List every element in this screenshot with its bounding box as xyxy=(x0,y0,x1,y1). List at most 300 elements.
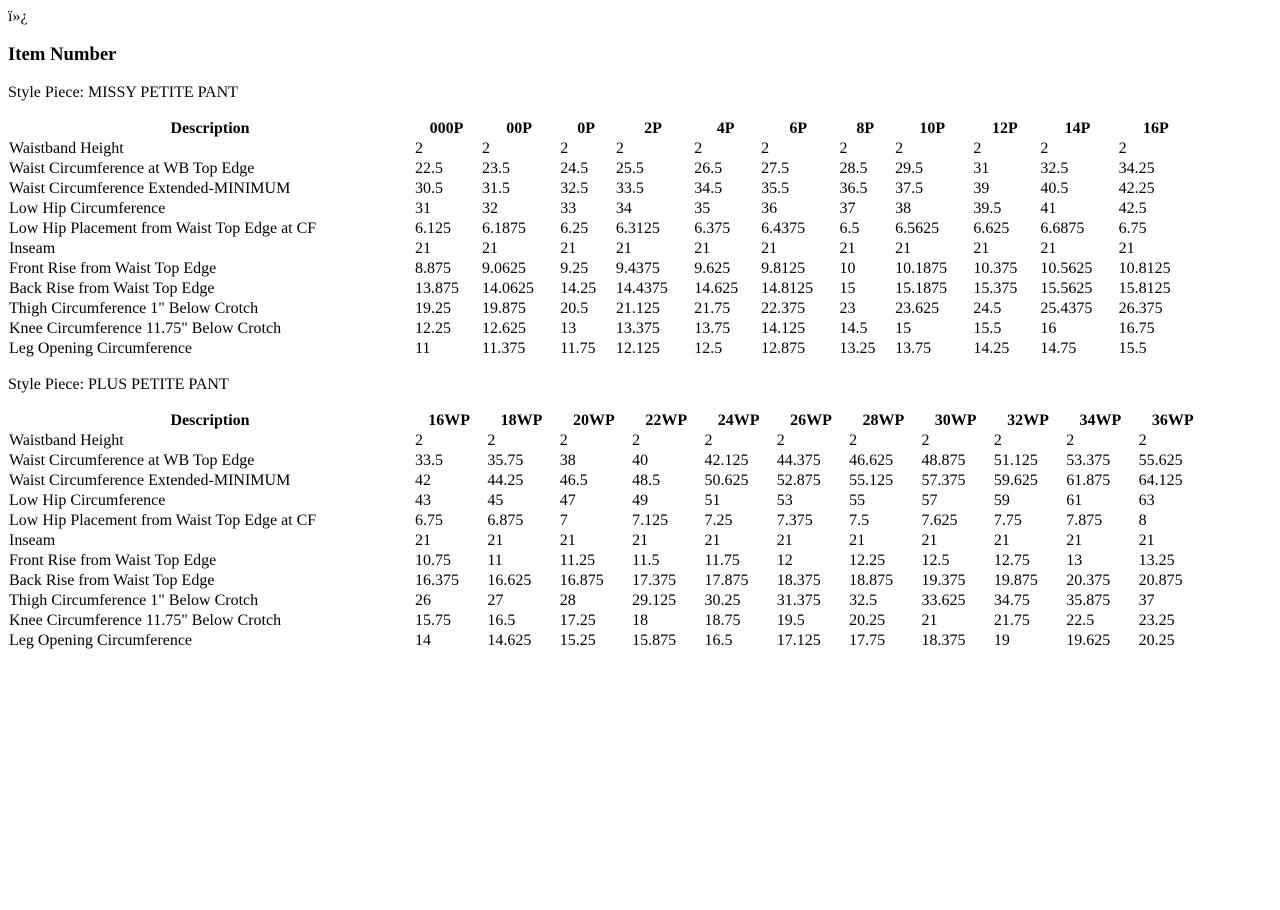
measurement-cell: 43 xyxy=(415,492,431,509)
measurement-cell: 24.5 xyxy=(560,160,589,177)
measurement-cell: 19 xyxy=(993,632,1010,649)
measurement-cell: 13 xyxy=(1066,552,1083,569)
measurement-cell: 42.5 xyxy=(1118,200,1147,217)
row-label: Low Hip Placement from Waist Top Edge at CF xyxy=(9,512,317,529)
measurement-cell: 18.375 xyxy=(776,572,821,589)
measurement-cell: 15.5625 xyxy=(1040,280,1093,297)
measurement-cell: 21 xyxy=(849,532,866,549)
measurement-cell: 12.25 xyxy=(849,552,886,569)
measurement-cell: 42 xyxy=(415,472,431,489)
measurement-cell: 45 xyxy=(487,492,504,509)
measurement-cell: 31 xyxy=(415,200,431,217)
measurement-cell: 2 xyxy=(615,140,624,157)
measurement-cell: 40 xyxy=(632,452,649,469)
measurement-cell: 12.5 xyxy=(921,552,950,569)
measurement-cell: 11 xyxy=(487,552,503,569)
measurement-cell: 34.25 xyxy=(1118,160,1155,177)
measurement-cell: 44.375 xyxy=(776,452,821,469)
measurement-cell: 55.125 xyxy=(849,472,894,489)
table-row xyxy=(8,180,1194,198)
measurement-cell: 23.625 xyxy=(895,300,940,317)
measurement-cell: 22.5 xyxy=(1066,612,1095,629)
measurement-cell: 7.875 xyxy=(1066,512,1103,529)
measurement-cell: 41 xyxy=(1040,200,1057,217)
measurement-cell: 14.0625 xyxy=(481,280,534,297)
measurement-cell: 12.125 xyxy=(615,340,660,357)
measurement-cell: 2 xyxy=(849,432,858,449)
measurement-cell: 6.75 xyxy=(415,512,443,529)
measurement-cell: 19.25 xyxy=(415,300,451,317)
measurement-cell: 13 xyxy=(560,320,577,337)
column-header-description: Description xyxy=(170,412,250,429)
column-header-size: 34WP xyxy=(1079,412,1122,429)
row-label: Waist Circumference at WB Top Edge xyxy=(9,160,255,177)
measurement-cell: 20.375 xyxy=(1066,572,1111,589)
column-header-size: 30WP xyxy=(934,412,977,429)
measurement-cell: 46.5 xyxy=(559,472,588,489)
table-row xyxy=(8,340,1194,358)
measurement-cell: 26 xyxy=(415,592,431,609)
measurement-cell: 2 xyxy=(1040,140,1049,157)
measurement-cell: 14.75 xyxy=(1040,340,1077,357)
measurement-cell: 21 xyxy=(1040,240,1057,257)
measurement-cell: 2 xyxy=(973,140,982,157)
measurement-cell: 28.5 xyxy=(839,160,868,177)
measurement-cell: 63 xyxy=(1138,492,1155,509)
measurement-cell: 2 xyxy=(921,432,930,449)
table-row xyxy=(8,452,1208,470)
measurement-cell: 33.5 xyxy=(415,452,443,469)
column-header-size: 12P xyxy=(992,120,1018,137)
measurement-cell: 23.25 xyxy=(1138,612,1175,629)
header-row xyxy=(8,120,1194,138)
measurement-cell: 21 xyxy=(559,532,576,549)
measurement-cell: 52.875 xyxy=(776,472,821,489)
measurement-cell: 61 xyxy=(1066,492,1083,509)
column-header-size: 8P xyxy=(856,120,875,137)
table-row xyxy=(8,432,1208,450)
measurement-cell: 14.8125 xyxy=(761,280,814,297)
measurement-cell: 10.5625 xyxy=(1040,260,1093,277)
measurement-cell: 55 xyxy=(849,492,866,509)
measurement-cell: 7.375 xyxy=(776,512,813,529)
measurement-cell: 16.375 xyxy=(415,572,459,589)
measurement-cell: 2 xyxy=(761,140,770,157)
row-label: Low Hip Circumference xyxy=(9,200,166,217)
measurement-cell: 21 xyxy=(761,240,778,257)
row-label: Front Rise from Waist Top Edge xyxy=(9,552,217,569)
measurement-cell: 21 xyxy=(1138,532,1155,549)
measurement-cell: 19.5 xyxy=(776,612,805,629)
measurement-cell: 7.625 xyxy=(921,512,958,529)
measurement-cell: 14 xyxy=(415,632,431,649)
measurement-cell: 21.75 xyxy=(694,300,731,317)
row-label: Inseam xyxy=(9,532,56,549)
measurement-cell: 12.625 xyxy=(481,320,526,337)
measurement-cell: 2 xyxy=(694,140,703,157)
measurement-cell: 23.5 xyxy=(481,160,510,177)
measurement-cell: 21 xyxy=(776,532,793,549)
measurement-cell: 21 xyxy=(415,240,431,257)
measurement-cell: 26.5 xyxy=(694,160,723,177)
row-label: Inseam xyxy=(9,240,56,257)
measurement-cell: 10.8125 xyxy=(1118,260,1171,277)
measurement-cell: 15.75 xyxy=(415,612,451,629)
measurement-cell: 20.5 xyxy=(560,300,589,317)
measurement-cell: 15.25 xyxy=(559,632,596,649)
measurement-cell: 14.5 xyxy=(839,320,868,337)
measurement-cell: 20.25 xyxy=(849,612,886,629)
measurement-cell: 21 xyxy=(694,240,711,257)
measurement-cell: 17.125 xyxy=(776,632,821,649)
style-piece-missy: Style Piece: MISSY PETITE PANT xyxy=(8,84,238,101)
row-label: Waistband Height xyxy=(9,140,124,157)
table-row xyxy=(8,220,1194,238)
measurement-cell: 17.25 xyxy=(559,612,596,629)
measurement-cell: 42.125 xyxy=(704,452,749,469)
measurement-cell: 21.75 xyxy=(993,612,1030,629)
measurement-cell: 2 xyxy=(1138,432,1147,449)
measurement-cell: 20.875 xyxy=(1138,572,1183,589)
measurement-cell: 16 xyxy=(1040,320,1057,337)
measurement-cell: 18.75 xyxy=(704,612,741,629)
measurement-cell: 39.5 xyxy=(973,200,1002,217)
plus-size-table xyxy=(6,410,1210,652)
row-label: Leg Opening Circumference xyxy=(9,340,193,357)
row-label: Thigh Circumference 1" Below Crotch xyxy=(9,300,259,317)
measurement-cell: 21 xyxy=(481,240,498,257)
measurement-cell: 36 xyxy=(761,200,778,217)
measurement-cell: 21 xyxy=(560,240,577,257)
measurement-cell: 10.1875 xyxy=(895,260,948,277)
table-row xyxy=(8,240,1194,258)
measurement-cell: 21 xyxy=(1066,532,1083,549)
column-header-size: 000P xyxy=(429,120,464,137)
measurement-cell: 40.5 xyxy=(1040,180,1069,197)
measurement-cell: 17.375 xyxy=(632,572,677,589)
measurement-cell: 50.625 xyxy=(704,472,749,489)
measurement-cell: 18.375 xyxy=(921,632,966,649)
row-label: Leg Opening Circumference xyxy=(9,632,193,649)
table-row xyxy=(8,300,1194,318)
measurement-cell: 6.3125 xyxy=(615,220,660,237)
measurement-cell: 16.625 xyxy=(487,572,532,589)
measurement-cell: 10.75 xyxy=(415,552,451,569)
measurement-cell: 6.1875 xyxy=(481,220,526,237)
measurement-cell: 22.5 xyxy=(415,160,443,177)
measurement-cell: 2 xyxy=(415,432,423,449)
measurement-cell: 9.25 xyxy=(560,260,589,277)
row-label: Low Hip Placement from Waist Top Edge at CF xyxy=(9,220,317,237)
column-header-size: 22WP xyxy=(645,412,688,429)
column-header-size: 16P xyxy=(1142,120,1169,137)
measurement-cell: 18 xyxy=(632,612,649,629)
column-header-size: 28WP xyxy=(862,412,905,429)
measurement-cell: 15.5 xyxy=(1118,340,1147,357)
table-row xyxy=(8,612,1208,630)
measurement-cell: 20.25 xyxy=(1138,632,1175,649)
measurement-cell: 2 xyxy=(993,432,1002,449)
measurement-cell: 15 xyxy=(839,280,856,297)
table-row xyxy=(8,260,1194,278)
measurement-cell: 14.25 xyxy=(560,280,597,297)
measurement-cell: 51.125 xyxy=(993,452,1038,469)
table-row xyxy=(8,200,1194,218)
measurement-cell: 2 xyxy=(481,140,490,157)
measurement-cell: 9.4375 xyxy=(615,260,660,277)
measurement-cell: 8 xyxy=(1138,512,1147,529)
measurement-cell: 9.8125 xyxy=(761,260,806,277)
measurement-cell: 39 xyxy=(973,180,990,197)
measurement-cell: 15.1875 xyxy=(895,280,948,297)
measurement-cell: 15.8125 xyxy=(1118,280,1171,297)
row-label: Thigh Circumference 1" Below Crotch xyxy=(9,592,259,609)
measurement-cell: 14.125 xyxy=(761,320,806,337)
measurement-cell: 38 xyxy=(559,452,576,469)
measurement-cell: 38 xyxy=(895,200,912,217)
row-label: Waist Circumference Extended-MINIMUM xyxy=(9,180,291,197)
measurement-cell: 44.25 xyxy=(487,472,524,489)
column-header-size: 32WP xyxy=(1007,412,1049,429)
measurement-cell: 2 xyxy=(839,140,848,157)
column-header-size: 20WP xyxy=(573,412,615,429)
measurement-cell: 21 xyxy=(895,240,912,257)
measurement-cell: 34.75 xyxy=(993,592,1030,609)
style-piece-plus: Style Piece: PLUS PETITE PANT xyxy=(8,376,229,393)
row-label: Waistband Height xyxy=(9,432,124,449)
measurement-cell: 30.5 xyxy=(415,180,443,197)
measurement-cell: 19.875 xyxy=(481,300,526,317)
measurement-cell: 9.625 xyxy=(694,260,731,277)
missy-size-table xyxy=(6,118,1196,360)
measurement-cell: 13.875 xyxy=(415,280,459,297)
row-label: Waist Circumference at WB Top Edge xyxy=(9,452,255,469)
measurement-cell: 6.125 xyxy=(415,220,451,237)
measurement-cell: 57.375 xyxy=(921,472,966,489)
measurement-cell: 6.375 xyxy=(694,220,731,237)
measurement-cell: 2 xyxy=(1118,140,1127,157)
measurement-cell: 14.25 xyxy=(973,340,1010,357)
measurement-cell: 6.625 xyxy=(973,220,1010,237)
measurement-cell: 21 xyxy=(973,240,990,257)
column-header-size: 14P xyxy=(1064,120,1091,137)
measurement-cell: 11.25 xyxy=(559,552,596,569)
measurement-cell: 27 xyxy=(487,592,504,609)
column-header-size: 26WP xyxy=(790,412,832,429)
measurement-cell: 49 xyxy=(632,492,649,509)
measurement-cell: 8.875 xyxy=(415,260,451,277)
measurement-cell: 16.5 xyxy=(704,632,733,649)
measurement-cell: 21 xyxy=(415,532,431,549)
measurement-cell: 25.4375 xyxy=(1040,300,1093,317)
measurement-cell: 48.5 xyxy=(632,472,661,489)
measurement-cell: 2 xyxy=(776,432,785,449)
measurement-cell: 37 xyxy=(1138,592,1155,609)
measurement-cell: 28 xyxy=(559,592,576,609)
measurement-cell: 14.4375 xyxy=(615,280,668,297)
measurement-cell: 18.875 xyxy=(849,572,894,589)
measurement-cell: 24.5 xyxy=(973,300,1002,317)
measurement-cell: 6.6875 xyxy=(1040,220,1085,237)
measurement-cell: 55.625 xyxy=(1138,452,1183,469)
measurement-cell: 59.625 xyxy=(993,472,1038,489)
measurement-cell: 12.875 xyxy=(761,340,806,357)
table-row xyxy=(8,512,1208,530)
measurement-cell: 11.75 xyxy=(560,340,596,357)
column-header-size: 24WP xyxy=(717,412,760,429)
table-row xyxy=(8,492,1208,510)
measurement-cell: 2 xyxy=(1066,432,1075,449)
measurement-cell: 12.5 xyxy=(694,340,723,357)
measurement-cell: 31.375 xyxy=(776,592,821,609)
row-label: Back Rise from Waist Top Edge xyxy=(9,572,215,589)
measurement-cell: 57 xyxy=(921,492,938,509)
measurement-cell: 17.75 xyxy=(849,632,886,649)
measurement-cell: 53.375 xyxy=(1066,452,1111,469)
measurement-cell: 6.5625 xyxy=(895,220,940,237)
measurement-cell: 9.0625 xyxy=(481,260,526,277)
table-row xyxy=(8,140,1194,158)
measurement-cell: 14.625 xyxy=(694,280,739,297)
measurement-cell: 31.5 xyxy=(481,180,510,197)
measurement-cell: 53 xyxy=(776,492,793,509)
measurement-cell: 16.875 xyxy=(559,572,604,589)
measurement-cell: 16.75 xyxy=(1118,320,1155,337)
column-header-size: 36WP xyxy=(1151,412,1194,429)
page-title: Item Number xyxy=(8,44,117,65)
measurement-cell: 12.25 xyxy=(415,320,451,337)
table-row xyxy=(8,632,1208,650)
measurement-cell: 27.5 xyxy=(761,160,790,177)
row-label: Knee Circumference 11.75" Below Crotch xyxy=(9,612,282,629)
table-row xyxy=(8,592,1208,610)
table-row xyxy=(8,280,1194,298)
header-row xyxy=(8,412,1208,430)
measurement-cell: 2 xyxy=(704,432,713,449)
column-header-size: 6P xyxy=(789,120,808,137)
column-header-size: 00P xyxy=(506,120,532,137)
measurement-cell: 7.25 xyxy=(704,512,733,529)
measurement-cell: 21 xyxy=(921,612,938,629)
measurement-cell: 47 xyxy=(559,492,576,509)
measurement-cell: 29.5 xyxy=(895,160,924,177)
measurement-cell: 25.5 xyxy=(615,160,644,177)
column-header-size: 16WP xyxy=(428,412,471,429)
measurement-cell: 37 xyxy=(839,200,856,217)
encoding-artifact-text: ï»¿ xyxy=(8,8,28,25)
column-header-size: 10P xyxy=(919,120,946,137)
measurement-cell: 2 xyxy=(559,432,568,449)
measurement-cell: 46.625 xyxy=(849,452,894,469)
measurement-cell: 26.375 xyxy=(1118,300,1163,317)
measurement-cell: 33 xyxy=(560,200,577,217)
measurement-cell: 21 xyxy=(615,240,632,257)
measurement-cell: 33.5 xyxy=(615,180,644,197)
measurement-cell: 21 xyxy=(839,240,856,257)
measurement-cell: 19.375 xyxy=(921,572,966,589)
measurement-cell: 32.5 xyxy=(849,592,878,609)
column-header-size: 0P xyxy=(577,120,595,137)
measurement-cell: 2 xyxy=(632,432,641,449)
measurement-cell: 35.875 xyxy=(1066,592,1111,609)
measurement-cell: 7.5 xyxy=(849,512,870,529)
measurement-cell: 11.5 xyxy=(632,552,660,569)
measurement-cell: 22.375 xyxy=(761,300,806,317)
row-label: Waist Circumference Extended-MINIMUM xyxy=(9,472,291,489)
measurement-cell: 34.5 xyxy=(694,180,723,197)
measurement-cell: 13.75 xyxy=(895,340,932,357)
measurement-cell: 10.375 xyxy=(973,260,1018,277)
measurement-cell: 6.4375 xyxy=(761,220,806,237)
measurement-cell: 21.125 xyxy=(615,300,660,317)
column-header-size: 2P xyxy=(644,120,662,137)
measurement-cell: 10 xyxy=(839,260,856,277)
measurement-cell: 15.875 xyxy=(632,632,677,649)
measurement-cell: 21 xyxy=(632,532,649,549)
measurement-cell: 6.75 xyxy=(1118,220,1147,237)
measurement-cell: 17.875 xyxy=(704,572,749,589)
measurement-cell: 15.5 xyxy=(973,320,1002,337)
measurement-cell: 30.25 xyxy=(704,592,741,609)
row-label: Back Rise from Waist Top Edge xyxy=(9,280,215,297)
measurement-cell: 7.125 xyxy=(632,512,669,529)
row-label: Knee Circumference 11.75" Below Crotch xyxy=(9,320,282,337)
measurement-cell: 7 xyxy=(559,512,568,529)
measurement-cell: 11 xyxy=(415,340,431,357)
measurement-cell: 15 xyxy=(895,320,912,337)
row-label: Front Rise from Waist Top Edge xyxy=(9,260,217,277)
measurement-cell: 33.625 xyxy=(921,592,966,609)
measurement-cell: 48.875 xyxy=(921,452,966,469)
measurement-cell: 14.625 xyxy=(487,632,532,649)
measurement-cell: 61.875 xyxy=(1066,472,1111,489)
table-row xyxy=(8,472,1208,490)
measurement-cell: 42.25 xyxy=(1118,180,1155,197)
measurement-cell: 21 xyxy=(1118,240,1135,257)
column-header-description: Description xyxy=(170,120,250,137)
column-header-size: 4P xyxy=(716,120,735,137)
measurement-cell: 21 xyxy=(487,532,504,549)
table-row xyxy=(8,160,1194,178)
measurement-cell: 64.125 xyxy=(1138,472,1183,489)
measurement-cell: 13.25 xyxy=(839,340,876,357)
measurement-cell: 6.5 xyxy=(839,220,860,237)
measurement-cell: 36.5 xyxy=(839,180,868,197)
table-row xyxy=(8,572,1208,590)
measurement-cell: 59 xyxy=(993,492,1010,509)
measurement-cell: 11.375 xyxy=(481,340,526,357)
measurement-cell: 35.75 xyxy=(487,452,524,469)
measurement-cell: 12.75 xyxy=(993,552,1030,569)
measurement-cell: 32.5 xyxy=(1040,160,1069,177)
measurement-cell: 32 xyxy=(481,200,498,217)
measurement-cell: 51 xyxy=(704,492,721,509)
table-row xyxy=(8,320,1194,338)
measurement-cell: 11.75 xyxy=(704,552,740,569)
measurement-cell: 21 xyxy=(704,532,721,549)
measurement-cell: 2 xyxy=(560,140,569,157)
measurement-cell: 12 xyxy=(776,552,793,569)
measurement-cell: 31 xyxy=(973,160,990,177)
measurement-cell: 7.75 xyxy=(993,512,1022,529)
measurement-cell: 37.5 xyxy=(895,180,924,197)
row-label: Low Hip Circumference xyxy=(9,492,166,509)
measurement-cell: 13.75 xyxy=(694,320,731,337)
measurement-cell: 6.25 xyxy=(560,220,589,237)
measurement-cell: 16.5 xyxy=(487,612,516,629)
measurement-cell: 13.25 xyxy=(1138,552,1175,569)
column-header-size: 18WP xyxy=(500,412,543,429)
